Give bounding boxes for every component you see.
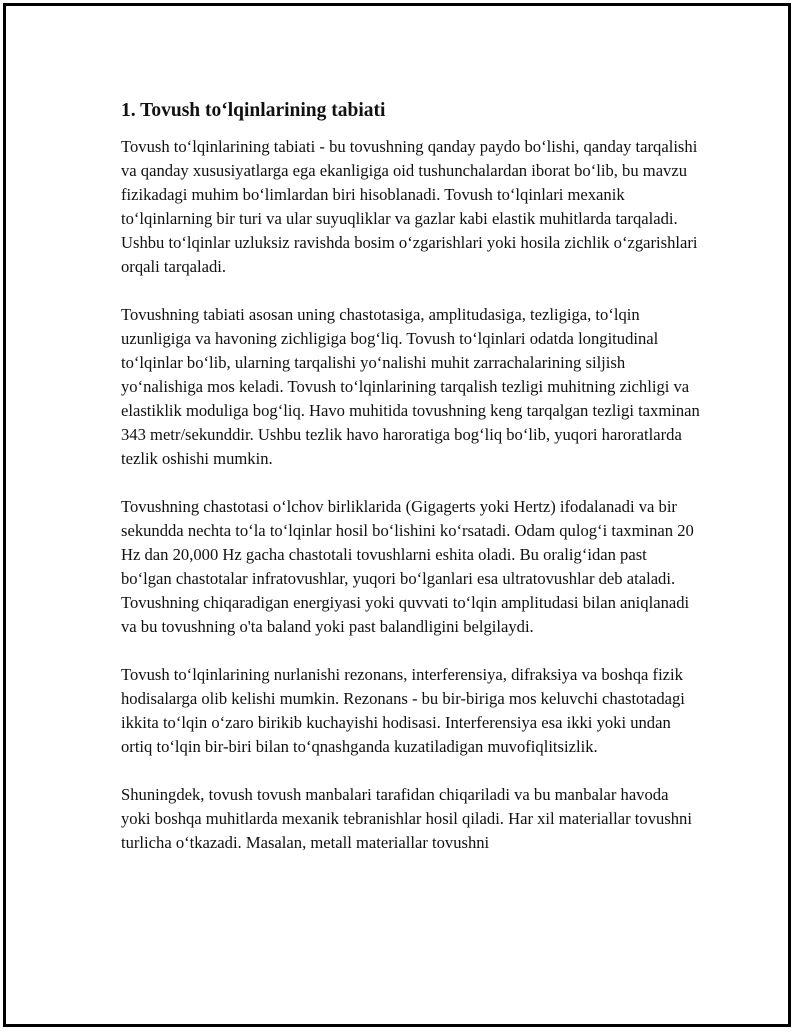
paragraph-1: Tovush to‘lqinlarining tabiati - bu tovushning qanday paydo bo‘lishi, qanday tarqalishi va qanday xususiyatlarga ega ekanligiga oid tushunchalardan iborat bo‘lib, bu mavzu fizikadagi muhim bo‘limlardan biri hisoblanadi. Tovush to‘lqinlari mexanik to‘lqinlarning bir turi va ular suyuqliklar va gazlar kabi elastik muhitlarda tarqaladi. Ushbu to‘lqinlar uzluksiz ravishda bosim o‘zgarishlari yoki hosila zichlik o‘zgarishlari orqali tarqaladi. [121,137,698,276]
paragraph-4: Tovush to‘lqinlarining nurlanishi rezonans, interferensiya, difraksiya va boshqa fizik hodisalarga olib kelishi mumkin. Rezonans - bu bir-biriga mos keluvchi chastotadagi ikkita to‘lqin o‘zaro birikib kuchayishi hodisasi. Interferensiya esa ikki yoki undan ortiq to‘lqin bir-biri bilan to‘qnashganda kuzatiladigan muvofiqlitsizlik. [121,665,685,756]
section-heading: 1. Tovush to‘lqinlarining tabiati [121,100,386,121]
paragraph-5: Shuningdek, tovush tovush manbalari tarafidan chiqariladi va bu manbalar havoda yoki boshqa muhitlarda mexanik tebranishlar hosil qiladi. Har xil materiallar tovushni turlicha o‘tkazadi. Masalan, metall materiallar tovushni [121,785,692,852]
page-frame [3,3,791,1027]
paragraph-3: Tovushning chastotasi o‘lchov birliklarida (Gigagerts yoki Hertz) ifodalanadi va bir sekundda nechta to‘la to‘lqinlar hosil bo‘lishini ko‘rsatadi. Odam qulog‘i taxminan 20 Hz dan 20,000 Hz gacha chastotali tovushlarni eshita oladi. Bu oralig‘idan past bo‘lgan chastotalar infratovushlar, yuqori bo‘lganlari esa ultratovushlar deb ataladi. Tovushning chiqaradigan energiyasi yoki quvvati to‘lqin amplitudasi bilan aniqlanadi va bu tovushning o'ta baland yoki past balandligini belgilaydi. [121,497,694,636]
paragraph-2: Tovushning tabiati asosan uning chastotasiga, amplitudasiga, tezligiga, to‘lqin uzunligiga va havoning zichligiga bog‘liq. Tovush to‘lqinlari odatda longitudinal to‘lqinlar bo‘lib, ularning tarqalishi yo‘nalishi muhit zarrachalarining siljish yo‘nalishiga mos keladi. Tovush to‘lqinlarining tarqalish tezligi muhitning zichligi va elastiklik moduliga bog‘liq. Havo muhitida tovushning keng tarqalgan tezligi taxminan 343 metr/sekunddir. Ushbu tezlik havo haroratiga bog‘liq bo‘lib, yuqori haroratlarda tezlik oshishi mumkin. [121,305,700,468]
document-body [121,98,701,879]
